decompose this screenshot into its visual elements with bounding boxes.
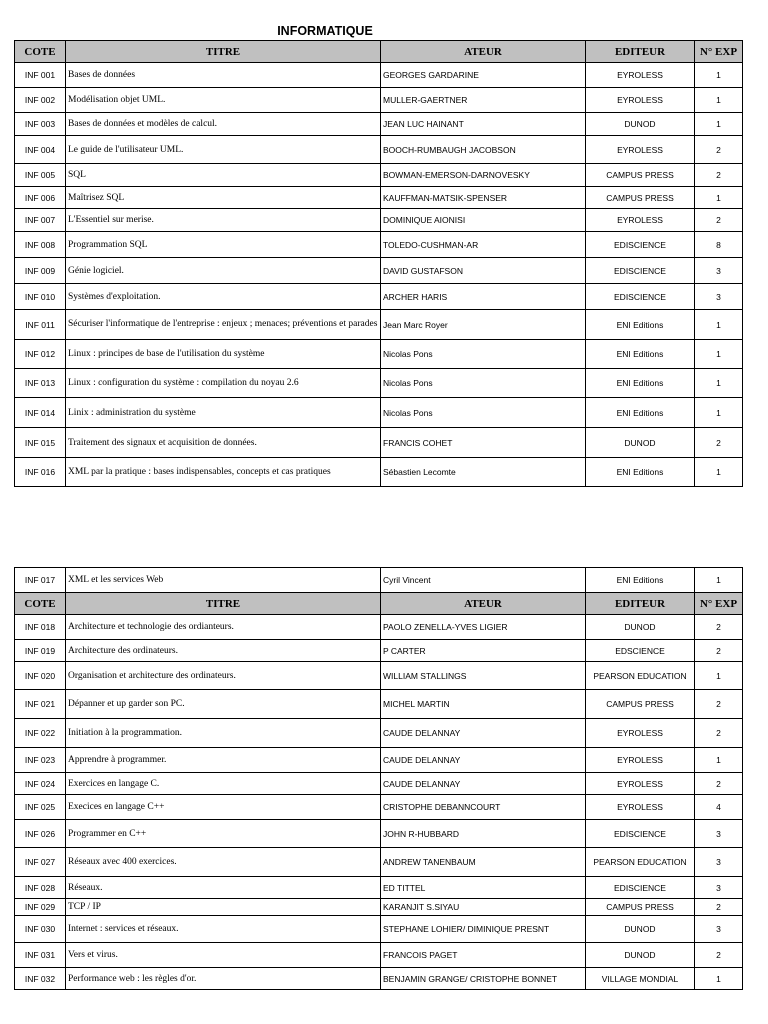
header-ateur: ATEUR <box>381 41 586 63</box>
cell-nexp: 3 <box>695 916 743 943</box>
cell-cote: INF 007 <box>15 209 66 232</box>
cell-titre: Performance web : les règles d'or. <box>66 968 381 990</box>
cell-ateur: Cyril Vincent <box>381 568 586 593</box>
cell-nexp: 4 <box>695 795 743 820</box>
cell-titre: Sécuriser l'informatique de l'entreprise : enjeux ; menaces; préventions et parades <box>66 310 381 340</box>
table-row <box>15 877 743 899</box>
cell-titre: Vers et virus. <box>66 943 381 968</box>
cell-editeur: CAMPUS PRESS <box>586 899 695 916</box>
cell-titre: Traitement des signaux et acquisition de données. <box>66 428 381 458</box>
cell-nexp: 3 <box>695 284 743 310</box>
cell-titre: Execices en langage C++ <box>66 795 381 820</box>
cell-cote: INF 026 <box>15 820 66 848</box>
cell-ateur: TOLEDO-CUSHMAN-AR <box>381 232 586 258</box>
table-row <box>15 943 743 968</box>
cell-titre: XML par la pratique : bases indispensables, concepts et cas pratiques <box>66 458 381 487</box>
cell-titre: Internet : services et réseaux. <box>66 916 381 943</box>
cell-nexp: 2 <box>695 615 743 640</box>
cell-editeur: EDISCIENCE <box>586 877 695 899</box>
cell-nexp: 1 <box>695 340 743 369</box>
cell-ateur: WILLIAM STALLINGS <box>381 662 586 690</box>
cell-editeur: CAMPUS PRESS <box>586 164 695 187</box>
cell-ateur: DAVID GUSTAFSON <box>381 258 586 284</box>
cell-editeur: ENI Editions <box>586 568 695 593</box>
table-row <box>15 164 743 187</box>
cell-cote: INF 013 <box>15 369 66 398</box>
header-ateur: ATEUR <box>381 593 586 615</box>
table-row <box>15 369 743 398</box>
cell-titre: L'Essentiel sur merise. <box>66 209 381 232</box>
cell-ateur: CRISTOPHE DEBANNCOURT <box>381 795 586 820</box>
cell-cote: INF 012 <box>15 340 66 369</box>
cell-editeur: EDISCIENCE <box>586 232 695 258</box>
cell-ateur: MICHEL MARTIN <box>381 690 586 719</box>
cell-cote: INF 032 <box>15 968 66 990</box>
table-row <box>15 719 743 748</box>
cell-cote: INF 001 <box>15 63 66 88</box>
cell-titre: TCP / IP <box>66 899 381 916</box>
cell-editeur: EYROLESS <box>586 136 695 164</box>
cell-titre: XML et les services Web <box>66 568 381 593</box>
cell-ateur: BOWMAN-EMERSON-DARNOVESKY <box>381 164 586 187</box>
table-row <box>15 136 743 164</box>
table-row <box>15 615 743 640</box>
cell-cote: INF 028 <box>15 877 66 899</box>
table-row <box>15 398 743 428</box>
cell-ateur: BENJAMIN GRANGE/ CRISTOPHE BONNET <box>381 968 586 990</box>
cell-nexp: 3 <box>695 848 743 877</box>
table-row <box>15 848 743 877</box>
cell-cote: INF 029 <box>15 899 66 916</box>
cell-nexp: 1 <box>695 369 743 398</box>
cell-titre: Réseaux. <box>66 877 381 899</box>
header-row <box>15 593 743 615</box>
header-titre: TITRE <box>66 41 381 63</box>
header-editeur: EDITEUR <box>586 41 695 63</box>
cell-nexp: 2 <box>695 899 743 916</box>
table-row <box>15 568 743 593</box>
cell-cote: INF 019 <box>15 640 66 662</box>
cell-editeur: DUNOD <box>586 916 695 943</box>
cell-ateur: DOMINIQUE AIONISI <box>381 209 586 232</box>
cell-nexp: 1 <box>695 88 743 113</box>
cell-nexp: 1 <box>695 398 743 428</box>
cell-titre: Réseaux avec 400 exercices. <box>66 848 381 877</box>
table-row <box>15 428 743 458</box>
cell-nexp: 1 <box>695 63 743 88</box>
cell-ateur: KAUFFMAN-MATSIK-SPENSER <box>381 187 586 209</box>
cell-editeur: ENI Editions <box>586 340 695 369</box>
cell-nexp: 8 <box>695 232 743 258</box>
header-row <box>15 41 743 63</box>
cell-nexp: 1 <box>695 113 743 136</box>
table-row <box>15 63 743 88</box>
cell-nexp: 1 <box>695 662 743 690</box>
cell-editeur: ENI Editions <box>586 369 695 398</box>
cell-cote: INF 015 <box>15 428 66 458</box>
cell-cote: INF 031 <box>15 943 66 968</box>
cell-nexp: 2 <box>695 943 743 968</box>
cell-titre: SQL <box>66 164 381 187</box>
cell-ateur: ED TITTEL <box>381 877 586 899</box>
cell-ateur: P CARTER <box>381 640 586 662</box>
table-row <box>15 209 743 232</box>
cell-titre: Exercices en langage C. <box>66 773 381 795</box>
cell-editeur: DUNOD <box>586 943 695 968</box>
cell-editeur: VILLAGE MONDIAL <box>586 968 695 990</box>
cell-titre: Initiation à la programmation. <box>66 719 381 748</box>
header-nexp: N° EXP <box>695 593 743 615</box>
cell-titre: Apprendre à programmer. <box>66 748 381 773</box>
cell-editeur: PEARSON EDUCATION <box>586 848 695 877</box>
cell-nexp: 1 <box>695 568 743 593</box>
cell-cote: INF 017 <box>15 568 66 593</box>
cell-cote: INF 008 <box>15 232 66 258</box>
cell-ateur: GEORGES GARDARINE <box>381 63 586 88</box>
cell-titre: Maîtrisez SQL <box>66 187 381 209</box>
cell-cote: INF 014 <box>15 398 66 428</box>
cell-cote: INF 002 <box>15 88 66 113</box>
cell-editeur: EYROLESS <box>586 209 695 232</box>
cell-editeur: DUNOD <box>586 113 695 136</box>
cell-ateur: STEPHANE LOHIER/ DIMINIQUE PRESNT <box>381 916 586 943</box>
cell-nexp: 2 <box>695 640 743 662</box>
cell-cote: INF 003 <box>15 113 66 136</box>
cell-editeur: ENI Editions <box>586 310 695 340</box>
cell-nexp: 1 <box>695 968 743 990</box>
cell-editeur: EYROLESS <box>586 773 695 795</box>
cell-ateur: CAUDE DELANNAY <box>381 748 586 773</box>
header-cote: COTE <box>15 593 66 615</box>
table-row <box>15 662 743 690</box>
cell-editeur: DUNOD <box>586 428 695 458</box>
cell-cote: INF 006 <box>15 187 66 209</box>
page-title: INFORMATIQUE <box>277 24 373 38</box>
cell-ateur: CAUDE DELANNAY <box>381 719 586 748</box>
cell-editeur: CAMPUS PRESS <box>586 690 695 719</box>
cell-nexp: 2 <box>695 209 743 232</box>
cell-titre: Architecture et technologie des ordianteurs. <box>66 615 381 640</box>
cell-titre: Architecture des ordinateurs. <box>66 640 381 662</box>
cell-editeur: EYROLESS <box>586 63 695 88</box>
cell-editeur: EDSCIENCE <box>586 640 695 662</box>
cell-cote: INF 011 <box>15 310 66 340</box>
cell-titre: Bases de données <box>66 63 381 88</box>
cell-ateur: PAOLO ZENELLA-YVES LIGIER <box>381 615 586 640</box>
cell-editeur: EYROLESS <box>586 719 695 748</box>
cell-ateur: FRANCOIS PAGET <box>381 943 586 968</box>
header-cote: COTE <box>15 41 66 63</box>
cell-nexp: 1 <box>695 748 743 773</box>
table-row <box>15 232 743 258</box>
cell-titre: Systèmes d'exploitation. <box>66 284 381 310</box>
cell-cote: INF 016 <box>15 458 66 487</box>
cell-ateur: JEAN LUC HAINANT <box>381 113 586 136</box>
cell-titre: Linix : administration du système <box>66 398 381 428</box>
table-row <box>15 773 743 795</box>
table-row <box>15 690 743 719</box>
table-row <box>15 187 743 209</box>
cell-editeur: ENI Editions <box>586 458 695 487</box>
cell-cote: INF 022 <box>15 719 66 748</box>
cell-editeur: EYROLESS <box>586 88 695 113</box>
cell-cote: INF 023 <box>15 748 66 773</box>
cell-nexp: 1 <box>695 187 743 209</box>
cell-cote: INF 027 <box>15 848 66 877</box>
cell-ateur: Nicolas Pons <box>381 369 586 398</box>
cell-editeur: EYROLESS <box>586 795 695 820</box>
table-row <box>15 284 743 310</box>
cell-ateur: Nicolas Pons <box>381 340 586 369</box>
cell-editeur: EDISCIENCE <box>586 284 695 310</box>
table-row <box>15 899 743 916</box>
table-row <box>15 258 743 284</box>
cell-ateur: CAUDE DELANNAY <box>381 773 586 795</box>
header-editeur: EDITEUR <box>586 593 695 615</box>
cell-ateur: FRANCIS COHET <box>381 428 586 458</box>
cell-ateur: BOOCH-RUMBAUGH JACOBSON <box>381 136 586 164</box>
cell-editeur: EDISCIENCE <box>586 820 695 848</box>
table-row <box>15 795 743 820</box>
cell-titre: Modélisation objet UML. <box>66 88 381 113</box>
table-row <box>15 340 743 369</box>
table-row <box>15 310 743 340</box>
cell-ateur: Sébastien Lecomte <box>381 458 586 487</box>
cell-editeur: EDISCIENCE <box>586 258 695 284</box>
table-row <box>15 88 743 113</box>
cell-cote: INF 025 <box>15 795 66 820</box>
cell-editeur: ENI Editions <box>586 398 695 428</box>
cell-nexp: 2 <box>695 773 743 795</box>
cell-cote: INF 024 <box>15 773 66 795</box>
table-row <box>15 640 743 662</box>
table-row <box>15 968 743 990</box>
cell-editeur: DUNOD <box>586 615 695 640</box>
cell-cote: INF 009 <box>15 258 66 284</box>
cell-ateur: ARCHER HARIS <box>381 284 586 310</box>
cell-titre: Programmation SQL <box>66 232 381 258</box>
cell-titre: Le guide de l'utilisateur UML. <box>66 136 381 164</box>
header-titre: TITRE <box>66 593 381 615</box>
cell-nexp: 1 <box>695 310 743 340</box>
cell-editeur: EYROLESS <box>586 748 695 773</box>
table-row <box>15 458 743 487</box>
cell-nexp: 2 <box>695 719 743 748</box>
cell-titre: Linux : configuration du système : compilation du noyau 2.6 <box>66 369 381 398</box>
cell-titre: Linux : principes de base de l'utilisation du système <box>66 340 381 369</box>
cell-cote: INF 021 <box>15 690 66 719</box>
cell-nexp: 2 <box>695 164 743 187</box>
cell-nexp: 1 <box>695 458 743 487</box>
cell-ateur: ANDREW TANENBAUM <box>381 848 586 877</box>
cell-titre: Bases de données et modèles de calcul. <box>66 113 381 136</box>
cell-cote: INF 018 <box>15 615 66 640</box>
cell-ateur: JOHN R-HUBBARD <box>381 820 586 848</box>
cell-ateur: Nicolas Pons <box>381 398 586 428</box>
cell-titre: Organisation et architecture des ordinateurs. <box>66 662 381 690</box>
cell-cote: INF 030 <box>15 916 66 943</box>
cell-cote: INF 020 <box>15 662 66 690</box>
cell-titre: Programmer en C++ <box>66 820 381 848</box>
cell-ateur: KARANJIT S.SIYAU <box>381 899 586 916</box>
table-row <box>15 113 743 136</box>
cell-titre: Génie logiciel. <box>66 258 381 284</box>
cell-nexp: 2 <box>695 690 743 719</box>
cell-cote: INF 005 <box>15 164 66 187</box>
cell-ateur: Jean Marc Royer <box>381 310 586 340</box>
cell-nexp: 3 <box>695 877 743 899</box>
cell-titre: Dépanner et up garder son PC. <box>66 690 381 719</box>
catalog-table-2 <box>14 567 743 990</box>
cell-editeur: PEARSON EDUCATION <box>586 662 695 690</box>
table-row <box>15 820 743 848</box>
table-row <box>15 916 743 943</box>
table-row <box>15 748 743 773</box>
cell-cote: INF 010 <box>15 284 66 310</box>
cell-nexp: 3 <box>695 258 743 284</box>
cell-ateur: MULLER-GAERTNER <box>381 88 586 113</box>
header-nexp: N° EXP <box>695 41 743 63</box>
cell-nexp: 3 <box>695 820 743 848</box>
cell-editeur: CAMPUS PRESS <box>586 187 695 209</box>
cell-nexp: 2 <box>695 428 743 458</box>
cell-nexp: 2 <box>695 136 743 164</box>
catalog-table-1 <box>14 40 743 487</box>
cell-cote: INF 004 <box>15 136 66 164</box>
